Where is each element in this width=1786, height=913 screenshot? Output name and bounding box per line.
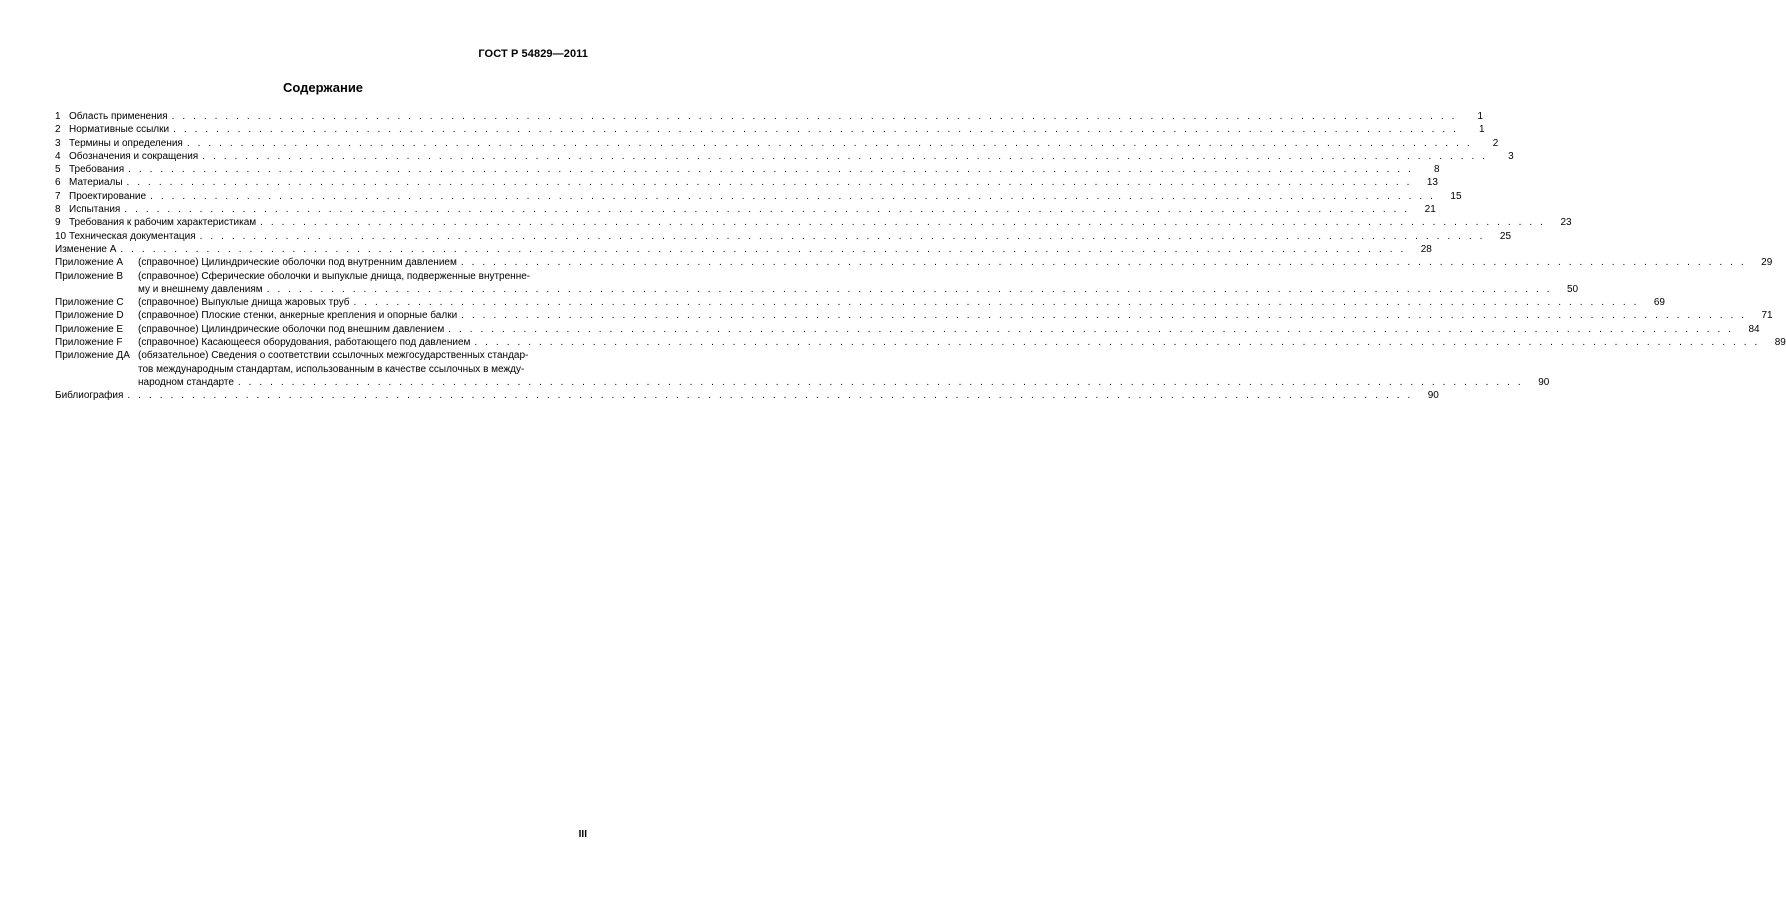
appendix-title-continuation — [55, 376, 1550, 389]
page-ref: 50 — [1566, 283, 1579, 295]
appendix-prefix: Приложение А — [55, 257, 124, 269]
page-ref: 1 — [1477, 111, 1484, 122]
section-number: 5 — [55, 164, 61, 176]
appendix-prefix: Приложение В — [55, 270, 124, 282]
section-number: 3 — [55, 137, 61, 149]
page-ref: 90 — [1427, 390, 1439, 402]
page-ref: 90 — [1538, 376, 1550, 388]
dot-leader: . . . . . . . . . . . . . . . . . . . . . . . . . . . . . . . . . . . . . . . . . . . . . . . . . . . . . . . . . . . . . . . . . . . . . . . . . . . . . . . . . . . . . . . . . . . . . . . . . . . . . . . . . . . . . . . . . . . . . . . . — [202, 150, 1488, 162]
appendix-title: (справочное) Цилиндрические оболочки под внутренним давлением — [138, 257, 457, 269]
appendix-prefix: Приложение С — [55, 297, 124, 309]
section-title: Требования к рабочим характеристикам — [69, 217, 257, 229]
toc-entry[interactable] — [55, 110, 1484, 123]
toc-entry-change[interactable] — [55, 243, 1432, 256]
dot-leader: . . . . . . . . . . . . . . . . . . . . . . . . . . . . . . . . . . . . . . . . . . . . . . . . . . . . . . . . . . . . . . . . . . . . . . . . . . . . . . . . . . . . . . . . . . . . . . . . . . . . . . . . . . . . . . . . . . . . . . . . — [460, 257, 1747, 269]
change-title: Изменение А — [55, 243, 117, 255]
appendix-title-line: му и внешнему давлениям — [138, 283, 263, 295]
appendix-entry[interactable] — [55, 323, 1760, 336]
section-number: 1 — [55, 111, 61, 122]
appendix-title: (справочное) Выпуклые днища жаровых труб — [138, 297, 350, 309]
section-number: 6 — [55, 177, 61, 189]
page-ref: 8 — [1434, 164, 1440, 176]
bibliography-title: Библиография — [55, 390, 124, 402]
appendix-title: (справочное) Сферические оболочки и выпуклые днища, подверженные внутренне- — [138, 270, 531, 282]
dot-leader: . . . . . . . . . . . . . . . . . . . . . . . . . . . . . . . . . . . . . . . . . . . . . . . . . . . . . . . . . . . . . . . . . . . . . . . . . . . . . . . . . . . . . . . . . . . . . . . . . . . . . . . . . . . . . . . . . . . . . . . . — [120, 243, 1406, 255]
section-number: 2 — [55, 124, 61, 136]
section-number: 8 — [55, 204, 61, 216]
toc-entry[interactable] — [55, 190, 1462, 203]
dot-leader: . . . . . . . . . . . . . . . . . . . . . . . . . . . . . . . . . . . . . . . . . . . . . . . . . . . . . . . . . . . . . . . . . . . . . . . . . . . . . . . . . . . . . . . . . . . . . . . . . . . . . . . . . . . . . . . . . . . . . . . . — [124, 204, 1410, 216]
appendix-entry[interactable] — [55, 336, 1786, 349]
page-ref: 25 — [1499, 230, 1512, 242]
dot-leader: . . . . . . . . . . . . . . . . . . . . . . . . . . . . . . . . . . . . . . . . . . . . . . . . . . . . . . . . . . . . . . . . . . . . . . . . . . . . . . . . . . . . . . . . . . . . . . . . . . . . . . . . . . . . . . . . . . . . . . . . — [448, 323, 1734, 335]
appendix-prefix: Приложение D — [55, 310, 124, 322]
toc-entry[interactable] — [55, 137, 1499, 150]
appendix-prefix: Приложение Е — [55, 323, 124, 335]
toc-entry[interactable] — [55, 163, 1440, 176]
dot-leader: . . . . . . . . . . . . . . . . . . . . . . . . . . . . . . . . . . . . . . . . . . . . . . . . . . . . . . . . . . . . . . . . . . . . . . . . . . . . . . . . . . . . . . . . . . . . . . . . . . . . . . . . . . . . . . . . . . . . . . . . — [127, 390, 1413, 402]
page-ref: 15 — [1450, 190, 1462, 202]
toc-entry[interactable] — [55, 176, 1438, 189]
appendix-entry[interactable] — [55, 256, 1773, 269]
table-of-contents — [55, 110, 1786, 403]
dot-leader: . . . . . . . . . . . . . . . . . . . . . . . . . . . . . . . . . . . . . . . . . . . . . . . . . . . . . . . . . . . . . . . . . . . . . . . . . . . . . . . . . . . . . . . . . . . . . . . . . . . . . . . . . . . . . . . . . . . . . . . . — [260, 217, 1546, 229]
section-number: 4 — [55, 150, 61, 162]
appendix-prefix: Приложение F — [55, 337, 123, 349]
page-ref: 89 — [1774, 337, 1786, 349]
appendix-title-continuation — [55, 283, 1579, 296]
appendix-title: (справочное) Цилиндрические оболочки под внешним давлением — [138, 323, 445, 335]
page-ref: 28 — [1420, 243, 1432, 255]
section-title: Техническая документация — [69, 230, 196, 242]
section-title: Область применения — [69, 111, 168, 122]
page-ref: 3 — [1508, 150, 1514, 162]
page-ref: 71 — [1761, 310, 1773, 322]
toc-title: Содержание — [282, 80, 364, 95]
page-ref: 21 — [1424, 204, 1436, 216]
appendix-title-line: тов международным стандартам, использованным в качестве ссылочных в между- — [138, 363, 525, 375]
dot-leader: . . . . . . . . . . . . . . . . . . . . . . . . . . . . . . . . . . . . . . . . . . . . . . . . . . . . . . . . . . . . . . . . . . . . . . . . . . . . . . . . . . . . . . . . . . . . . . . . . . . . . . . . . . . . . . . . . . . . . . . . — [266, 283, 1553, 295]
dot-leader: . . . . . . . . . . . . . . . . . . . . . . . . . . . . . . . . . . . . . . . . . . . . . . . . . . . . . . . . . . . . . . . . . . . . . . . . . . . . . . . . . . . . . . . . . . . . . . . . . . . . . . . . . . . . . . . . . . . . . . . . — [199, 230, 1486, 242]
section-title: Материалы — [69, 177, 123, 189]
dot-leader: . . . . . . . . . . . . . . . . . . . . . . . . . . . . . . . . . . . . . . . . . . . . . . . . . . . . . . . . . . . . . . . . . . . . . . . . . . . . . . . . . . . . . . . . . . . . . . . . . . . . . . . . . . . . . . . . . . . . . . . . — [171, 111, 1458, 122]
dot-leader: . . . . . . . . . . . . . . . . . . . . . . . . . . . . . . . . . . . . . . . . . . . . . . . . . . . . . . . . . . . . . . . . . . . . . . . . . . . . . . . . . . . . . . . . . . . . . . . . . . . . . . . . . . . . . . . . . . . . . . . . — [461, 310, 1747, 322]
section-number: 9 — [55, 217, 61, 229]
dot-leader: . . . . . . . . . . . . . . . . . . . . . . . . . . . . . . . . . . . . . . . . . . . . . . . . . . . . . . . . . . . . . . . . . . . . . . . . . . . . . . . . . . . . . . . . . . . . . . . . . . . . . . . . . . . . . . . . . . . . . . . . — [128, 164, 1414, 176]
page-ref: 23 — [1560, 217, 1572, 229]
dot-leader: . . . . . . . . . . . . . . . . . . . . . . . . . . . . . . . . . . . . . . . . . . . . . . . . . . . . . . . . . . . . . . . . . . . . . . . . . . . . . . . . . . . . . . . . . . . . . . . . . . . . . . . . . . . . . . . . . . . . . . . . — [173, 124, 1459, 136]
toc-entry[interactable] — [55, 123, 1485, 136]
appendix-title: (обязательное) Сведения о соответствии ссылочных межгосударственных стандар- — [138, 350, 529, 362]
page-ref: 1 — [1478, 124, 1485, 136]
page-ref: 13 — [1426, 177, 1438, 189]
appendix-entry[interactable] — [55, 270, 589, 283]
dot-leader: . . . . . . . . . . . . . . . . . . . . . . . . . . . . . . . . . . . . . . . . . . . . . . . . . . . . . . . . . . . . . . . . . . . . . . . . . . . . . . . . . . . . . . . . . . . . . . . . . . . . . . . . . . . . . . . . . . . . . . . . — [150, 190, 1436, 202]
section-title: Нормативные ссылки — [69, 124, 170, 136]
page-number: III — [578, 829, 587, 840]
section-title: Проектирование — [69, 190, 147, 202]
toc-entry[interactable] — [55, 216, 1572, 229]
appendix-title: (справочное) Касающееся оборудования, работающего под давлением — [138, 337, 471, 349]
page-ref: 29 — [1761, 257, 1773, 269]
appendix-title: (справочное) Плоские стенки, анкерные крепления и опорные балки — [138, 310, 458, 322]
standard-code: ГОСТ Р 54829—2011 — [478, 48, 588, 60]
toc-entry-bibliography[interactable] — [55, 389, 1439, 402]
appendix-title-continuation — [55, 363, 589, 376]
appendix-entry[interactable] — [55, 296, 1665, 309]
section-number: 10 — [55, 230, 67, 242]
page-ref: 84 — [1748, 323, 1760, 335]
dot-leader: . . . . . . . . . . . . . . . . . . . . . . . . . . . . . . . . . . . . . . . . . . . . . . . . . . . . . . . . . . . . . . . . . . . . . . . . . . . . . . . . . . . . . . . . . . . . . . . . . . . . . . . . . . . . . . . . . . . . . . . . — [353, 297, 1639, 309]
appendix-entry[interactable] — [55, 349, 589, 362]
appendix-prefix: Приложение ДА — [55, 350, 130, 362]
section-title: Обозначения и сокращения — [69, 150, 199, 162]
section-title: Испытания — [69, 204, 121, 216]
toc-entry[interactable] — [55, 230, 1512, 243]
appendix-title-line: народном стандарте — [138, 376, 234, 388]
dot-leader: . . . . . . . . . . . . . . . . . . . . . . . . . . . . . . . . . . . . . . . . . . . . . . . . . . . . . . . . . . . . . . . . . . . . . . . . . . . . . . . . . . . . . . . . . . . . . . . . . . . . . . . . . . . . . . . . . . . . . . . . — [237, 376, 1524, 388]
dot-leader: . . . . . . . . . . . . . . . . . . . . . . . . . . . . . . . . . . . . . . . . . . . . . . . . . . . . . . . . . . . . . . . . . . . . . . . . . . . . . . . . . . . . . . . . . . . . . . . . . . . . . . . . . . . . . . . . . . . . . . . . — [474, 337, 1760, 349]
appendix-entry[interactable] — [55, 309, 1773, 322]
dot-leader: . . . . . . . . . . . . . . . . . . . . . . . . . . . . . . . . . . . . . . . . . . . . . . . . . . . . . . . . . . . . . . . . . . . . . . . . . . . . . . . . . . . . . . . . . . . . . . . . . . . . . . . . . . . . . . . . . . . . . . . . — [186, 137, 1473, 149]
toc-entry[interactable] — [55, 203, 1436, 216]
toc-entry[interactable] — [55, 150, 1514, 163]
section-title: Требования — [69, 164, 125, 176]
section-number: 7 — [55, 190, 61, 202]
page-ref: 69 — [1653, 297, 1665, 309]
page-ref: 2 — [1492, 137, 1499, 149]
dot-leader: . . . . . . . . . . . . . . . . . . . . . . . . . . . . . . . . . . . . . . . . . . . . . . . . . . . . . . . . . . . . . . . . . . . . . . . . . . . . . . . . . . . . . . . . . . . . . . . . . . . . . . . . . . . . . . . . . . . . . . . . — [126, 177, 1412, 189]
section-title: Термины и определения — [69, 137, 183, 149]
